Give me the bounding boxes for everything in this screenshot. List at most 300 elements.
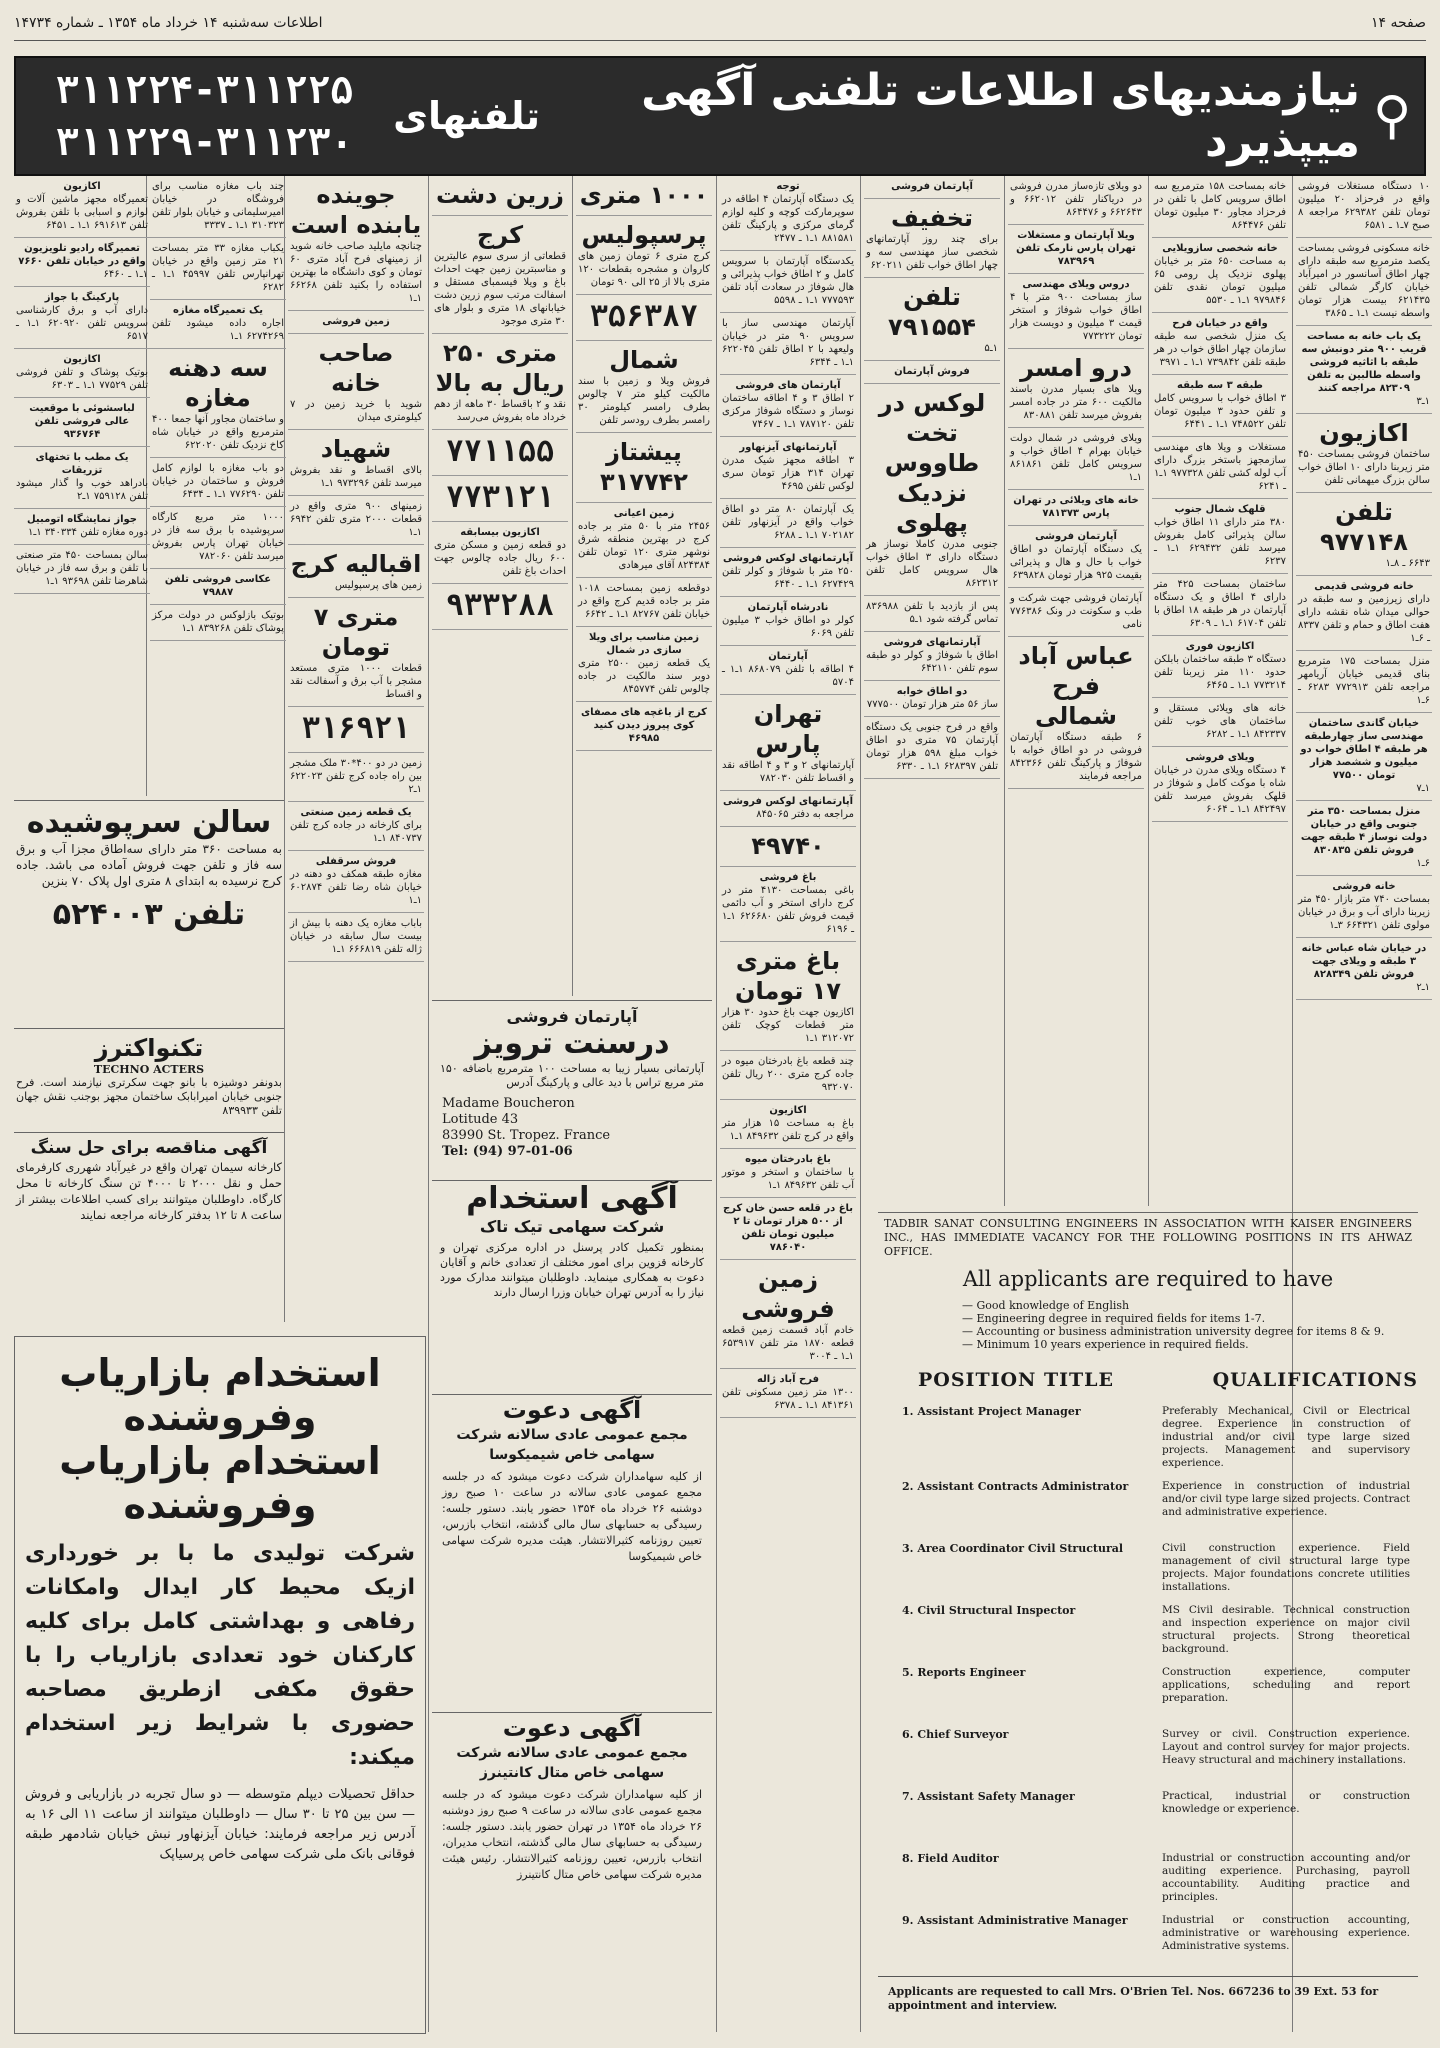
classified-ad bbox=[288, 598, 424, 707]
classified-ad-heading: اکازیون bbox=[1319, 419, 1409, 447]
classified-ad-text: چنانچه مایلید صاحب خانه شوید از زمینهای فرح آباد متری ۶۰ تومان و کوی دانشگاه ما بهترین استفاده را بکنید تلفن ۶۶۲۶۸ ۱ـ۱ bbox=[290, 241, 422, 304]
classified-ad-heading: آپارتمانهای لوکس فروشی bbox=[722, 553, 854, 564]
classified-ad bbox=[720, 827, 856, 867]
classified-ad bbox=[576, 216, 712, 295]
classified-ad-text: دستگاه ۳ طبقه ساختمان بابلکن حدود ۱۱۰ متر زیربنا تلفن ۷۷۳۲۱۴ ۱ـ۱ ـ ۶۴۶۵ bbox=[1154, 654, 1286, 691]
classified-ad bbox=[720, 313, 856, 375]
classified-ad bbox=[720, 499, 856, 548]
classified-ad bbox=[720, 1149, 856, 1198]
classified-ad-heading: شمال bbox=[609, 346, 679, 374]
classified-ad bbox=[432, 522, 568, 584]
page-header bbox=[14, 6, 1426, 41]
classified-ad-text: خانه های ویلائی مستقل و ساختمان های خوب تلفن ۸۴۲۳۳۷ ۱ـ۱ ـ ۶۲۸۲ bbox=[1154, 703, 1286, 740]
classified-ad-heading: اکازیون bbox=[63, 354, 101, 365]
classified-ad bbox=[576, 341, 712, 433]
ad-tiktak-title: آگهی استخدام bbox=[466, 1181, 678, 1216]
classified-ad bbox=[1008, 526, 1144, 588]
english-ad-intro: TADBIR SANAT CONSULTING ENGINEERS IN ASSOCIATION WITH KAISER ENGINEERS INC., HAS IMMEDIATE VACANCY FOR THE FOLLOWING POSITIONS IN ITS AHWAZ OFFICE. bbox=[884, 1217, 1412, 1258]
classified-ad bbox=[14, 447, 150, 509]
ad-davat-shimikosa bbox=[432, 1394, 712, 1711]
classified-ad-text: ۱۰۰۰ متر مربع کارگاه سرپوشیده با برق سه فاز در خیابان تهران پارس بفروش میرسد تلفن ۷۸۲۰۶۰ bbox=[152, 512, 284, 562]
classified-ad bbox=[864, 632, 1000, 681]
classified-ad-text: اطاق با شوفاژ و کولر دو طبقه سوم تلفن ۶۴۲۱۱۰ bbox=[866, 650, 998, 674]
classified-ad-text: ۴ دستگاه ویلای مدرن در خیابان شاه با موکت کامل و شوفاژ در قلهک بفروش میرسد تلفن ۸۴۲۴۹۷ ۱ـ۱ ـ ۶۰۶۴ bbox=[1154, 765, 1286, 815]
english-job-ad bbox=[878, 1212, 1418, 2038]
classified-ad bbox=[288, 176, 424, 311]
classified-ad-text: بوتیک پوشاک و تلفن فروشی تلفن ۷۷۵۲۹ ۱ـ۱ ـ ۶۳۰۳ bbox=[16, 367, 148, 391]
classified-ad-heading: فروش سرقفلی bbox=[315, 856, 397, 867]
classified-ad-text: بوتیک بازلوکس در دولت مرکز پوشاک تلفن ۸۳۹۲۶۸ ۱ـ۱ bbox=[152, 610, 284, 634]
classified-ad-text: دو قطعه زمین و مسکن متری ۶۰۰ ریال جاده چالوس جهت احداث باغ تلفن bbox=[434, 540, 566, 577]
classified-ad bbox=[288, 753, 424, 802]
classified-ad bbox=[1008, 176, 1144, 225]
classified-ad bbox=[1296, 576, 1432, 651]
classified-ad bbox=[432, 216, 568, 334]
classified-ad bbox=[576, 295, 712, 341]
classified-ad-heading: توجه bbox=[776, 181, 800, 192]
banner-title: نیازمندیهای اطلاعات تلفنی آگهی میپذیرد bbox=[641, 65, 1360, 167]
classified-ad bbox=[288, 707, 424, 753]
classified-ad bbox=[1008, 588, 1144, 637]
classified-ad-text: ۱۳۰۰ متر زمین مسکونی تلفن ۸۴۱۳۶۱ ۱ـ۱ ـ ۶۳۷۸ bbox=[722, 1387, 854, 1411]
classified-ad-text: جنوبی مدرن کاملا نوساز هر دستگاه دارای ۳ اطاق خواب هال سرویس کامل تلفن ۸۶۲۳۱۲ bbox=[866, 539, 998, 589]
classified-ad bbox=[432, 430, 568, 476]
classified-ad bbox=[14, 176, 150, 238]
classified-ad-text: تعمیرگاه مجهز ماشین آلات و لوازم و اسبابی با تلفن بفروش تلفن ۶۹۱۶۱۳ ۱ـ۱ ـ ۶۴۵۱ bbox=[16, 194, 148, 231]
classified-ad-text: یک دستگاه آپارتمان ۴ اطاقه در سوپرمارکت کوچه و کلیه لوازم گرمای مرکزی و پارکینگ تلفن ۸۸۱۵۸۱ ۱ـ۱ ـ ۲۴۷۷ bbox=[722, 194, 854, 244]
banner-phones-line1: ۳۱۱۲۲۴-۳۱۱۲۲۵ bbox=[55, 68, 354, 112]
classified-ad-text: قطعات ۱۰۰۰ متری مستعد مشجر با آب برق و آسفالت نقد و اقساط bbox=[290, 663, 422, 700]
classified-ad-text: کرج متری ۶ تومان زمین های کاروان و مشجره بقطعات ۱۲۰ متری بالا از ۲۵ الی ۹۰ تومان bbox=[578, 251, 711, 288]
classified-ad-heading: قلهک شمال جنوب bbox=[1174, 504, 1266, 515]
classified-ad-heading: اکازیون بیسابقه bbox=[460, 527, 540, 538]
classified-ad-text: مغازه طبقه همکف دو دهنه در خیابان شاه رضا تلفن ۶۰۲۸۷۴ ۱ـ۱ bbox=[290, 869, 422, 906]
classified-ad-heading: طبقه ۳ سه طبقه bbox=[1177, 380, 1263, 391]
classified-ad bbox=[14, 349, 150, 398]
classified-ad-text: آپارتمان فروشی جهت شرکت و طب و سکونت در ونک ۷۷۶۳۸۶ نامی bbox=[1010, 593, 1142, 630]
ad-salon bbox=[14, 800, 284, 1025]
classified-ad bbox=[1152, 176, 1288, 238]
classified-ad bbox=[1008, 349, 1144, 428]
classified-ad-text: یکدستگاه آپارتمان با سرویس کامل و ۲ اطاق خواب پذیرائی و هال شوفاژ در سعادت آباد تلفن ۷۷۷۵۹۳ ۱ـ۱ ـ ۵۵۹۸ bbox=[722, 256, 854, 306]
classified-ad-heading: متری ۷ تومان bbox=[313, 603, 399, 661]
classified-ad-text: چند باب مغازه مناسب برای فروشگاه در خیابان امیرسلیمانی و خیابان بلوار تلفن ۳۱۰۳۲۳ ۱ـ۱ ـ ۳۳۳۷ bbox=[152, 181, 284, 231]
classified-ad bbox=[1008, 637, 1144, 789]
address-line: Madame Boucheron bbox=[442, 1096, 575, 1111]
classified-ad bbox=[1152, 574, 1288, 636]
classified-ad bbox=[864, 384, 1000, 596]
classified-ad-text: باغی بمساحت ۴۱۳۰ متر در کرج دارای استخر و آب دائمی قیمت فروش تلفن ۶۲۶۶۸۰ ۱ـ۱ ـ ۶۱۹۶ bbox=[722, 885, 854, 935]
classified-ad-heading: فرح آباد ژاله bbox=[756, 1374, 819, 1385]
position-title: 4. Civil Structural Inspector bbox=[902, 1604, 1076, 1617]
classified-ad bbox=[288, 851, 424, 913]
classified-ad bbox=[864, 717, 1000, 779]
requirement-item: — Good knowledge of English bbox=[962, 1299, 1418, 1312]
position-row bbox=[878, 1790, 1418, 1842]
classified-ad bbox=[1296, 238, 1432, 326]
position-qualification: MS Civil desirable. Technical construction and inspection experience on major civil structural projects. Strong theoretical background. bbox=[1162, 1604, 1410, 1655]
classified-ad-text: ۱ـ۳ bbox=[1416, 396, 1430, 407]
position-row bbox=[878, 1480, 1418, 1532]
classified-ad-text: یک آپارتمان ۸۰ متر دو اطاق خواب واقع در آیزنهاور تلفن ۷۰۲۱۸۲ ۱ـ۱ ـ ۶۲۸۸ bbox=[722, 504, 854, 541]
classified-ad bbox=[1152, 375, 1288, 437]
classified-ad bbox=[150, 238, 286, 300]
classified-ad-heading: ۷۷۱۱۵۵ bbox=[445, 434, 555, 469]
classified-ad-text: آپارتمان مهندسی ساز با سرویس ۹۰ متر در خیابان ولیعهد با ۲ اطاق تلفن ۶۲۲۰۴۵ ۱ـ۱ ـ ۶۳۴۴ bbox=[722, 318, 855, 368]
classified-ad bbox=[720, 867, 856, 942]
classified-ad-text: یک دستگاه آپارتمان دو اطاق خواب با حال و هال و پذیرائی بقیمت ۹۲۵ هزار تومان ۶۳۹۸۲۸ bbox=[1010, 544, 1142, 581]
classified-ad-text: دارای زیرزمین و سه طبقه در حوالی میدان شاه نقشه دارای هفت اطاق و حمام و تلفن ۸۳۳۷ ـ ۶ـ۱ bbox=[1298, 594, 1430, 644]
classified-ad bbox=[1008, 428, 1144, 490]
position-qualification: Industrial or construction accounting, administrative or warehousing experience. Administrative systems. bbox=[1162, 1914, 1410, 1952]
classified-ad-text: دو باب مغازه با لوازم کامل فروش و ساختمان در خیابان تلفن ۷۷۶۲۹۰ ۱ـ۱ ـ ۶۴۳۴ bbox=[152, 463, 284, 500]
classified-ad-text: اکازیون جهت باغ حدود ۳۰ هزار متر قطعات کوچک تلفن ۳۱۲۰۷۲ ۱ـ۱ bbox=[722, 1007, 854, 1044]
ad-tender bbox=[14, 1132, 284, 1333]
classified-ad bbox=[288, 430, 424, 496]
column-7 bbox=[432, 176, 568, 996]
classified-ad-heading: ویلا آپارتمان و مستغلات تهران پارس نارمک تلفن ۷۸۳۹۶۹ bbox=[1016, 230, 1136, 267]
position-row bbox=[878, 1542, 1418, 1594]
classified-ad bbox=[720, 1198, 856, 1260]
classified-ad-heading: باغ بادرختان میوه bbox=[745, 1154, 831, 1165]
position-qualification: Preferably Mechanical, Civil or Electrical degree. Experience in construction of industrial and/or civil type large sized projects. Management and supervisory experience. bbox=[1162, 1405, 1410, 1469]
ad-bazaryab-title3: استخدام بازاریاب bbox=[59, 1439, 381, 1483]
classified-ad-heading: ۱۰۰۰ متری bbox=[579, 181, 709, 209]
classified-ad-heading: پرسپولیس bbox=[581, 221, 707, 249]
classified-ad bbox=[1152, 499, 1288, 574]
classified-ad-text: پس از بازدید با تلفن ۸۳۶۹۸۸ تماس گرفته شود ۱ـ۵ bbox=[866, 601, 998, 625]
classified-ad-heading: یک مطب با تختهای تزریقات bbox=[35, 452, 129, 476]
classified-ad-heading: ویلای فروشی bbox=[1185, 752, 1255, 763]
classified-ad-heading: یک قطعه زمین صنعتی bbox=[300, 807, 412, 818]
position-title-header: POSITION TITLE bbox=[918, 1369, 1115, 1391]
classified-ad-text: ۳ اطاق خواب با سرویس کامل و تلفن حدود ۳ میلیون تومان تلفن ۷۴۸۵۲۲ ۱ـ۱ ـ ۶۴۴۱ bbox=[1154, 393, 1287, 430]
classified-ad-heading: تلفن ۷۹۱۵۵۴ bbox=[888, 283, 976, 341]
classified-ad-text: ۳ اطاقه مجهز شیک مدرن تهران ۳۱۴ هزار تومان سری لوکس تلفن ۴۶۹۵ bbox=[722, 455, 854, 492]
classified-ad-text: با ساختمان و استخر و موتور آب تلفن ۸۴۹۶۳۲ ۱ـ۱ bbox=[722, 1167, 854, 1191]
classified-ad bbox=[1296, 414, 1432, 493]
classified-ad bbox=[720, 942, 856, 1051]
classified-ad-text: ساز بمساحت ۹۰۰ متر با ۴ اطاق خواب شوفاژ و استخر قیمت ۳ میلیون و دویست هزار تومان ۷۷۳۲۲۲ bbox=[1010, 292, 1142, 342]
classified-ad-text: دو ویلای تازه‌ساز مدرن فروشی در دریاکنار تلفن ۶۶۲۰۱۲ و ۶۶۲۶۴۳ و ۸۶۴۴۷۶ bbox=[1010, 181, 1142, 218]
classified-ad-heading: خیابان گاندی ساختمان مهندسی ساز چهارطبقه هر طبقه ۴ اطاق خواب دو میلیون و ششصد هزار تومان ۷۷۵۰۰ bbox=[1300, 718, 1428, 781]
classified-ad bbox=[288, 545, 424, 598]
classified-ad-heading: آپارتمان های فروشی bbox=[735, 380, 841, 391]
classified-ad bbox=[14, 287, 150, 349]
classified-ad bbox=[288, 496, 424, 545]
position-row bbox=[878, 1666, 1418, 1718]
classified-ad-text: باباب مغازه یک دهنه با بیش از بیست سال سابقه در خیابان ژاله تلفن ۶۶۶۸۱۹ ۱ـ۱ bbox=[290, 918, 422, 955]
ad-davat-text: از کلیه سهامداران شرکت دعوت میشود که در جلسه مجمع عمومی عادی سالانه در ساعت ۹ صبح روز دوشنبه ۲۶ خرداد ماه ۱۳۵۴ در تهران حضور یابند. دستور جلسه: رسیدگی به حسابهای سال مالی گذشته، انتخاب مدیران، انتخاب بازرس، تعیین روزنامه کثیرالانتشار. رئیس هیئت مدیره شرکت سهامی خاص متال کانتینرز bbox=[442, 1788, 702, 1881]
position-title: 8. Field Auditor bbox=[902, 1852, 999, 1865]
classified-ad-text: ساز ۵۶ متر هزار تومان ۷۷۷۵۰۰ bbox=[866, 699, 998, 710]
classified-ad-heading: دروس ویلای مهندسی bbox=[1022, 279, 1130, 290]
classified-ad bbox=[1008, 490, 1144, 526]
positions-header bbox=[878, 1369, 1418, 1391]
position-title: 6. Chief Surveyor bbox=[902, 1728, 1009, 1741]
column-rule bbox=[860, 176, 861, 2032]
column-9 bbox=[150, 176, 286, 796]
ad-davat-metal bbox=[432, 1712, 712, 2033]
ad-sale-trez-big: درسنت ترویز bbox=[474, 1026, 670, 1061]
classified-ad-heading: صاحب خانه bbox=[318, 339, 394, 397]
classified-ad-heading: زمین فروشی bbox=[741, 1265, 835, 1323]
ad-davat-title: آگهی دعوت bbox=[502, 1396, 642, 1424]
classified-ad-heading: ۷۷۳۱۲۱ bbox=[445, 480, 555, 515]
classified-ad-heading: خانه فروشی bbox=[1332, 881, 1396, 892]
position-qualification: Industrial or construction accounting and/or auditing experience. Purchasing, payroll accountability. Auditing practice and principles. bbox=[1162, 1852, 1410, 1903]
classified-ad-heading: آپارتمانهای فروشی bbox=[883, 637, 981, 648]
classified-ad-heading: تخفیف bbox=[891, 204, 973, 232]
classified-ad bbox=[1296, 801, 1432, 876]
classified-ad-text: زمین های پرسپولیس bbox=[335, 580, 422, 591]
column-6 bbox=[576, 176, 712, 996]
classified-ad bbox=[720, 1369, 856, 1418]
classified-ad-heading: سه دهنه مغازه bbox=[168, 354, 268, 412]
classified-ad-heading: آپارتمان فروشی bbox=[1035, 531, 1117, 542]
classified-ad-heading: اکازیون bbox=[63, 181, 101, 192]
classified-ad-text: بالای اقساط و نقد بفروش میرسد تلفن ۹۷۳۲۹۶ ۱ـ۱ bbox=[290, 465, 422, 489]
position-qualification: Construction experience, computer applications, scheduling and report preparation. bbox=[1162, 1666, 1410, 1704]
classified-ad-heading: زرین دشت bbox=[436, 181, 564, 209]
classified-ad-heading: درو امسر bbox=[1020, 354, 1132, 382]
classified-banner bbox=[14, 56, 1426, 176]
classified-ad-text: ۲۵۰ متر با شوفاژ و کولر تلفن ۶۲۷۴۲۹ ۱ـ۱ ـ ۶۴۴۰ bbox=[722, 566, 854, 590]
ad-bazaryab bbox=[14, 1336, 426, 2034]
classified-ad bbox=[1152, 313, 1288, 375]
classified-ad-heading: نادرشاه آپارتمان bbox=[747, 602, 829, 613]
classified-ad-heading: متری ۲۵۰ ریال به بالا bbox=[435, 339, 565, 397]
classified-ad bbox=[1152, 437, 1288, 499]
ad-bazaryab-conditions: حداقل تحصیلات دیپلم متوسطه — دو سال تجربه در بازاریابی و فروش — سن بین ۲۵ تا ۳۰ سال — داوطلبان میتوانند از ساعت ۱۱ الی ۱۶ به آدرس زیر مراجعه فرمایند: خیابان آیزنهاور نبش خیابان شادمهر طبقه فوقانی بانک ملی شرکت سهامی خاص پرسیاپک bbox=[25, 1787, 415, 1862]
classified-ad-text: ۶۶۴۳ ـ ۸ـ۱ bbox=[1385, 558, 1430, 569]
classified-ad-heading: اکازیون bbox=[769, 1105, 807, 1116]
classified-ad bbox=[864, 361, 1000, 384]
column-rule bbox=[428, 176, 429, 2032]
classified-ad-text: کولر دو اطاق خواب ۳ میلیون تلفن ۶۰۶۹ bbox=[722, 615, 855, 639]
position-qualification: Survey or civil. Construction experience. Layout and control survey for major projects. Heavy structural and machinery installations. bbox=[1162, 1728, 1410, 1766]
english-ad-headline: All applicants are required to have bbox=[962, 1267, 1334, 1291]
classified-ad bbox=[14, 398, 150, 447]
ad-davat-title: آگهی دعوت bbox=[502, 1714, 642, 1742]
classified-ad-heading: یک باب خانه به مساحت قریب ۹۰۰ متر دونبش سه طبقه با اثاثیه فروشی واسطه طالبین به تلفن ۸۲۳۰۹ مراجعه کنند bbox=[1301, 331, 1427, 394]
classified-ad-text: مراجعه به دفتر ۸۴۵۰۶۵ bbox=[756, 809, 854, 820]
classified-ad bbox=[864, 681, 1000, 717]
classified-ad bbox=[150, 176, 286, 238]
classified-ad-heading: ۳۱۶۹۲۱ bbox=[301, 711, 411, 746]
classified-ad bbox=[150, 605, 286, 641]
classified-ad-heading: شهیاد bbox=[320, 435, 392, 463]
classified-ad-text: یکباب مغازه ۳۳ متر بمساحت ۲۱ متر زمین واقع در خیابان تهرانپارس تلفن ۴۵۹۹۷ ۱ـ۱ ـ ۶۲۸۲ bbox=[152, 243, 284, 293]
classified-ad-text: دارای آب و برق کارشناسی سرویس تلفن ۶۲۰۹۲۰ ۱ـ۱ ـ ۶۵۱۷ bbox=[16, 305, 148, 342]
classified-ad-heading: فروش آپارتمان bbox=[894, 366, 970, 377]
ad-tender-title: آگهی مناقصه برای حل سنگ bbox=[30, 1138, 268, 1158]
ad-davat-sub: مجمع عمومی عادی سالانه شرکت سهامی خاص متال کانتینرز bbox=[456, 1745, 688, 1781]
classified-ad bbox=[150, 300, 286, 349]
classified-ad-text: منزل بمساحت ۱۷۵ مترمربع بنای قدیمی خیابان آریامهر مراجعه تلفن ۷۷۲۹۱۳ ۶۲۸۳ ـ ۶ـ۱ bbox=[1298, 656, 1430, 706]
classified-ad-text: فروش ویلا و زمین با سند مالکیت کیلو متر ۷ چالوس بطرف رامسر کیلومتر ۳۰ رامسر بطرف رودسر تلفن bbox=[578, 376, 710, 426]
position-title: 9. Assistant Administrative Manager bbox=[902, 1914, 1128, 1927]
ad-salon-phone: تلفن ۵۲۴۰۰۳ bbox=[52, 897, 246, 932]
classified-ad bbox=[720, 1260, 856, 1369]
classified-ad bbox=[864, 596, 1000, 632]
classified-ad bbox=[576, 503, 712, 578]
position-qualification: Experience in construction of industrial and/or civil type large sized projects. Contract and administrative experience. bbox=[1162, 1480, 1410, 1518]
classified-ad bbox=[864, 278, 1000, 361]
ad-techno-subtitle: TECHNO ACTERS bbox=[93, 1063, 205, 1076]
classified-ad-heading: عکاسی فروشی تلفن ۷۹۸۸۷ bbox=[164, 574, 272, 598]
classified-ad-heading: در خیابان شاه عباس خانه ۳ طبقه و ویلای جهت فروش تلفن ۸۲۸۳۴۹ bbox=[1301, 943, 1427, 980]
column-2 bbox=[1152, 176, 1288, 1206]
classified-ad-text: واقع در فرح جنوبی یک دستگاه آپارتمان ۷۵ متری دو اطاق خواب مبلغ ۵۹۸ هزار تومان تلفن ۶۲۸۳۹۷ ۱ـ۱ ـ ۶۳۳۰ bbox=[866, 722, 999, 772]
classified-ad-heading: پارکینگ با جواز bbox=[44, 292, 120, 303]
classified-ad-heading: دو اطاق خوابه bbox=[896, 686, 968, 697]
classified-ad-heading: کرج bbox=[476, 221, 524, 249]
ad-tiktak bbox=[432, 1180, 712, 1391]
classified-ad-heading: یک تعمیرگاه مغازه bbox=[172, 305, 264, 316]
classified-ad-heading: جواز نمایشگاه اتومبیل bbox=[27, 514, 137, 525]
ad-bazaryab-title2: وفروشنده bbox=[123, 1395, 317, 1439]
position-qualification: Civil construction experience. Field management of civil structural large type projects. Major foundations concrete utilities installations. bbox=[1162, 1542, 1410, 1593]
classified-ad bbox=[576, 433, 712, 503]
classified-ad bbox=[1152, 698, 1288, 747]
ad-davat-sub: مجمع عمومی عادی سالانه شرکت سهامی خاص شیمیکوسا bbox=[456, 1427, 688, 1463]
classified-ad-heading: ۴۹۷۴۰ bbox=[751, 832, 825, 860]
classified-ad-text: نقد و ۲ باقساط ۳۰ ماهه از دهم خرداد ماه بفروش می‌رسد bbox=[434, 399, 566, 423]
position-row bbox=[878, 1604, 1418, 1656]
classified-ad-heading: اکازیون فوری bbox=[1185, 641, 1255, 652]
classified-ad bbox=[432, 334, 568, 430]
classified-ad-text: سالن بمساحت ۴۵۰ متر صنعتی با تلفن و برق سه فاز در خیابان شاهرضا تلفن ۹۳۶۹۸ ۱ـ۱ bbox=[16, 550, 148, 587]
classified-ad bbox=[576, 702, 712, 751]
position-row bbox=[878, 1405, 1418, 1470]
classified-ad bbox=[14, 238, 150, 287]
classified-ad-text: به مساحت ۶۵۰ متر بر خیابان پهلوی نزدیک پل رومی ۶۵ میلیون تومان نقدی تلفن ۹۷۹۸۴۶ ۱ـ۱ ـ ۵۵۳۰ bbox=[1154, 256, 1286, 306]
classified-ad-text: زمین در دو ۴۰۰*۳۰ ملک مشجر بین راه جاده کرج تلفن ۶۲۲۰۲۳ ۱ـ۲ bbox=[290, 758, 422, 795]
positions-list bbox=[878, 1405, 1418, 1966]
classified-ad bbox=[1296, 651, 1432, 713]
classified-ad-heading: زمین فروشی bbox=[322, 316, 390, 327]
classified-ad-heading: آپارتمان فروشی bbox=[891, 181, 973, 192]
classified-ad bbox=[432, 476, 568, 522]
classified-ad-text: بمساحت ۷۴۰ متر بازار ۴۵۰ متر زیربنا دارای آب و برق در خیابان مولوی تلفن ۶۶۴۳۲۱ ۳ـ۱ bbox=[1298, 894, 1430, 931]
banner-phone-label: تلفنهای bbox=[393, 94, 540, 138]
requirement-item: — Minimum 10 years experience in required fields. bbox=[962, 1338, 1418, 1351]
classified-ad-text: باغ به مساحت ۱۵ هزار متر واقع در کرج تلفن ۸۴۹۶۳۲ ۱ـ۱ bbox=[722, 1118, 854, 1142]
position-title: 5. Reports Engineer bbox=[902, 1666, 1026, 1679]
classified-ad bbox=[720, 176, 856, 251]
classified-ad-text: و ساختمان مجاور آنها جمعا ۴۰۰ مترمربع واقع در خیابان شاه کاخ نزدیک تلفن ۶۲۲۰۲۰ bbox=[152, 414, 284, 451]
classified-ad-heading: ۳۵۶۳۸۷ bbox=[589, 299, 699, 334]
classified-ad-text: اجاره داده میشود تلفن ۶۲۷۴۲۶۹ ۱ـ۱ bbox=[152, 318, 284, 342]
classified-ad bbox=[150, 458, 286, 507]
classified-ad bbox=[1152, 636, 1288, 698]
position-row bbox=[878, 1852, 1418, 1904]
ad-davat-text: از کلیه سهامداران شرکت دعوت میشود که در جلسه مجمع عمومی عادی سالانه در ساعت ۱۰ صبح روز دوشنبه ۲۶ خرداد ماه ۱۳۵۴ حضور یابند. دستور جلسه: رسیدگی به حسابهای سال مالی گذشته، انتخاب بازرس، تعیین روزنامه کثیرالانتشار. هیئت مدیره شرکت سهامی خاص شیمیکوسا bbox=[442, 1470, 703, 1563]
classified-ad bbox=[576, 578, 712, 627]
classified-ad bbox=[720, 437, 856, 499]
classified-ad-text: ۱ـ۷ bbox=[1416, 783, 1430, 794]
classified-ad-heading: خانه شخصی سازویلایی bbox=[1162, 243, 1278, 254]
classified-ad bbox=[1296, 176, 1432, 238]
classified-ad-heading: پیشتاز ۳۱۷۷۴۲ bbox=[600, 438, 688, 496]
classified-ad-text: ۲۴۵۶ متر با ۵۰ متر بر جاده کرج در بهترین منطقه شرق نوشهر متری ۱۲۰ تومان تلفن ۸۲۴۳۸۴ آقای میرهادی bbox=[578, 521, 710, 571]
classified-ad-heading: آپارتمانهای لوکس فروشی bbox=[722, 796, 854, 807]
classified-ad bbox=[14, 545, 150, 594]
classified-ad bbox=[720, 1100, 856, 1149]
classified-ad bbox=[1296, 938, 1432, 1000]
classified-ad bbox=[720, 646, 856, 695]
classified-ad-heading: تلفن ۹۷۷۱۴۸ bbox=[1320, 498, 1408, 556]
classified-ad bbox=[1296, 326, 1432, 414]
classified-ad bbox=[288, 802, 424, 851]
classified-ad-text: دوره مغازه تلفن ۳۴۰۳۳۴ ۱ـ۱ bbox=[27, 527, 148, 538]
classified-ad bbox=[576, 627, 712, 702]
classified-ad bbox=[150, 507, 286, 569]
address-line: 83990 St. Tropez. France bbox=[442, 1128, 611, 1143]
classified-ad bbox=[432, 176, 568, 216]
classified-ad-heading: زمین مناسب برای ویلا سازی در شمال bbox=[588, 632, 700, 656]
ad-bazaryab-title4: وفروشنده bbox=[123, 1483, 317, 1527]
classified-ad-heading: خانه های ویلائی در تهران پارس ۷۸۱۳۷۳ bbox=[1013, 495, 1139, 519]
requirements-list bbox=[962, 1299, 1418, 1351]
classified-ad-text: خانه مسکونی فروشی بمساحت یکصد مترمربع سه طبقه دارای چهار اطاق آسانسور در امیرآباد خیابان کارگر شمالی تلفن ۶۲۱۴۳۵ بیست هزار تومان واسطه نیست ۱ـ۱ ـ ۳۸۶۵ bbox=[1298, 243, 1430, 319]
classified-ad bbox=[150, 349, 286, 458]
classified-ad bbox=[720, 1051, 856, 1100]
classified-ad-text: ۱ـ۱ ـ ۶۴۶۰ bbox=[103, 269, 148, 280]
classified-ad-text: ۱ـ۲ bbox=[1416, 982, 1430, 993]
classified-ad-text: یک منزل شخصی سه طبقه سازمان چهار اطاق خواب در هر طبقه تلفن ۷۳۹۸۴۲ ۱ـ۱ ـ ۳۹۷۱ bbox=[1154, 331, 1286, 368]
classified-ad bbox=[864, 199, 1000, 278]
classified-ad-text: یک قطعه زمین ۲۵۰۰ متری دوبر سند مالکیت در جاده چالوس تلفن ۸۴۵۷۷۴ bbox=[578, 658, 710, 695]
position-qualification: Practical, industrial or construction knowledge or experience. bbox=[1162, 1790, 1410, 1815]
classified-ad-text: ۱ـ۵ bbox=[984, 343, 998, 354]
classified-ad-text: مستغلات و ویلا های مهندسی سازمجهز باستخر بزرگ دارای آب لوله کشی تلفن ۹۷۷۳۲۸ ۱ـ۱ ـ ۶۲۴۱ bbox=[1154, 442, 1286, 492]
classified-ad bbox=[432, 584, 568, 630]
ad-sale-trez-address bbox=[432, 1090, 712, 1166]
classified-ad bbox=[288, 311, 424, 334]
classified-ad-text: خانه بمساحت ۱۵۸ مترمربع سه اطاق سرویس کامل با تلفن در فرحزاد مجاور ۳۰ میلیون تومان تلفن ۸۶۴۴۷۶ bbox=[1154, 181, 1287, 231]
classified-ad bbox=[576, 176, 712, 216]
ad-tiktak-text: بمنظور تکمیل کادر پرسنل در اداره مرکزی تهران و کارخانه قزوین برای امور مختلف از تعدادی خانم و آقایان دعوت به همکاری مینماید. داوطلبان میتوانند مدارک مورد نیاز را به آدرس تهران خیابان وزرا ارسال دارند bbox=[440, 1241, 704, 1299]
classified-ad-text: چند قطعه باغ بادرختان میوه در جاده کرج متری ۲۰۰ ریال تلفن ۹۳۲۰۷۰ bbox=[722, 1056, 854, 1093]
classified-ad-heading: واقع در خیابان فرح bbox=[1172, 318, 1268, 329]
classified-ad-text: ساختمان بمساحت ۴۲۵ متر دارای ۴ اطاق و یک دستگاه آپارتمان در هر طبقه ۱۸ اطاق با تلفن ۶۱۷۰۴ ۱ـ۱ ـ ۶۳۰۹ bbox=[1154, 579, 1287, 629]
column-rule bbox=[716, 176, 717, 2032]
classified-ad bbox=[1008, 274, 1144, 349]
ad-bazaryab-text: شرکت تولیدی ما با بر خورداری ازیک محیط کار ایدال وامکانات رفاهی و بهداشتی کامل برای کلیه کارکنان خود تعدادی بازاریاب را با حقوق مکفی ازطریق مصاحبه حضوری با شرایط زیر استخدام میکند: bbox=[25, 1541, 415, 1770]
classified-ad-text: برای چند روز آپارتمانهای شخصی ساز مهندسی سه و چهار اطاق خواب تلفن ۶۲۰۲۱۱ bbox=[866, 234, 998, 271]
position-row bbox=[878, 1914, 1418, 1966]
classified-ad-text: ۶ طبقه دستگاه آپارتمان فروشی در دو اطاق خوابه با شوفاژ و پارکینگ تلفن ۸۴۲۳۶۶ مراجعه فرمایند bbox=[1010, 732, 1142, 782]
classified-ad-text: ساختمان فروشی بمساحت ۴۵۰ متر زیربنا دارای ۱۰ اطاق خواب سالن بزرگ میهمانی تلفن bbox=[1298, 449, 1430, 486]
requirement-item: — Engineering degree in required fields for items 1-7. bbox=[962, 1312, 1418, 1325]
classified-ad-text: برای کارخانه در جاده کرج تلفن ۸۴۰۷۳۷ ۱ـ۱ bbox=[290, 820, 422, 844]
classified-ad-heading: تهران پارس bbox=[753, 700, 823, 758]
classified-ad-text: قطعاتی از سری سوم عالیترین و مناسبترین زمین جهت احداث باغ و ویلا فیسمبای مستقل و اسفالت مرتب سوم زرین دشت خیابانهای ۱۸ متری و بلوار های ۳۰ متری موجود bbox=[434, 251, 566, 327]
position-title: 1. Assistant Project Manager bbox=[902, 1405, 1081, 1418]
ad-tender-text: کارخانه سیمان تهران واقع در غیرآباد شهرری کارفرمای حمل و نقل ۲۰۰۰ تا ۴۰۰۰ تن سنگ کارخانه تا محل کارگاه. داوطلبان میتوانند برای کسب اطلاعات بیشتر از ساعت ۸ تا ۱۲ بدفتر کارخانه مراجعه نمایند bbox=[16, 1160, 283, 1222]
classified-ad-text: خادم آباد قسمت زمین قطعه قطعه ۱۸۷۰ متر تلفن ۶۵۳۹۱۷ ۱ـ۱ ـ ۳۰۰۴ bbox=[722, 1325, 854, 1362]
classified-ad-text: زمینهای ۹۰۰ متری واقع در قطعات ۲۰۰۰ متری تلفن ۶۹۴۲ ۱ـ۱ bbox=[290, 501, 423, 538]
column-rule bbox=[1148, 176, 1149, 1206]
classified-ad-text: ۴ اطاقه با تلفن ۸۶۸۰۷۹ ۱ـ۱ ـ ۵۷۰۴ bbox=[722, 664, 854, 688]
classified-ad-text: ۱۰ دستگاه مستغلات فروشی واقع در فرحزاد ۲۰ میلیون تومان تلفن ۶۲۹۳۸۲ مراجعه ۸ صبح ۷ـ۱ ـ ۶۵۸۱ bbox=[1298, 181, 1430, 231]
column-rule bbox=[1004, 176, 1005, 1206]
ad-salon-title: سالن سرپوشیده bbox=[26, 805, 272, 840]
classified-ad-heading: ۹۳۳۲۸۸ bbox=[445, 588, 555, 623]
classified-ad-heading: عباس آباد فرح شمالی bbox=[1018, 642, 1134, 730]
